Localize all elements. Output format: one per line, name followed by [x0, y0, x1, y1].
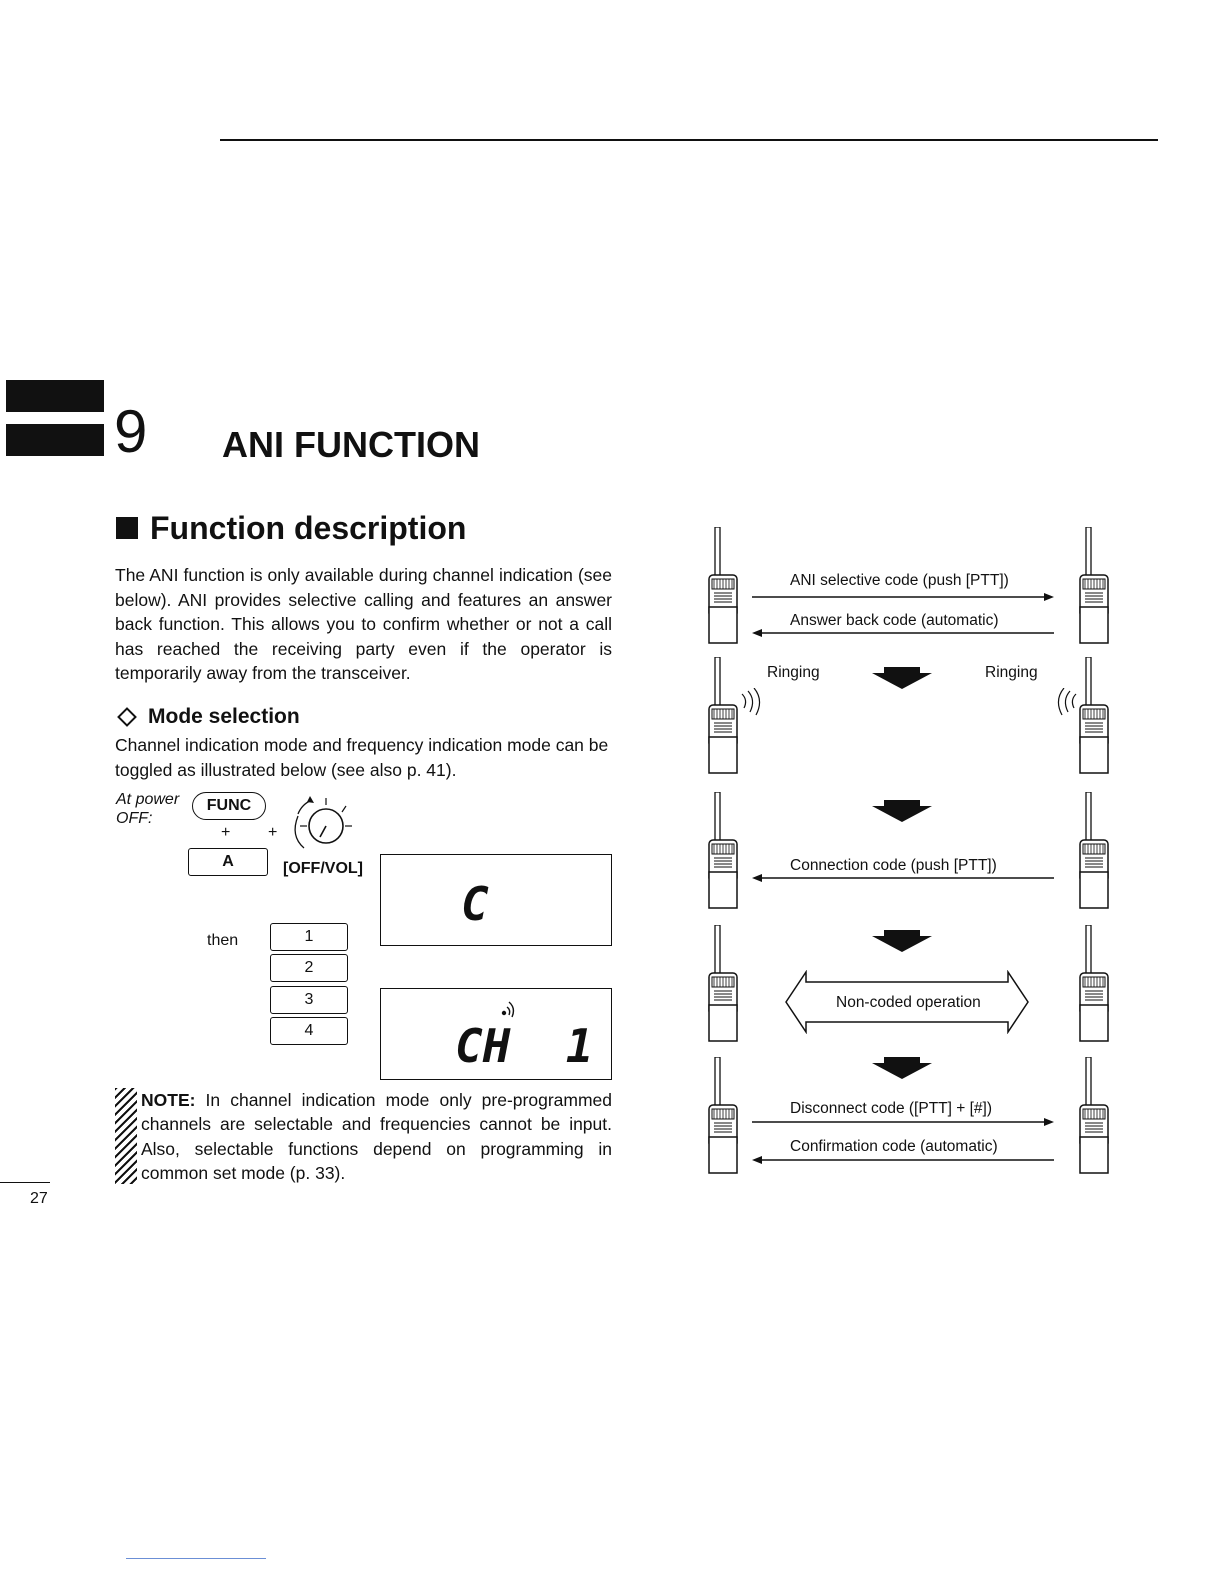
left-arrow-icon	[752, 873, 1054, 883]
signal-icon	[499, 997, 521, 1019]
transceiver-icon	[1077, 792, 1111, 912]
lcd-readout: C	[461, 877, 489, 931]
lcd-display-top	[380, 854, 612, 946]
transceiver-icon	[1077, 925, 1111, 1045]
confirmation-code-label: Confirmation code (automatic)	[790, 1138, 998, 1155]
ani-selective-code-label: ANI selective code (push [PTT])	[790, 572, 1009, 589]
chapter-tab-top	[6, 380, 104, 412]
diamond-icon	[117, 707, 137, 727]
transceiver-icon	[706, 527, 740, 647]
note-label: NOTE:	[141, 1090, 196, 1110]
note-hatch-marker	[115, 1088, 137, 1184]
chapter-rule	[220, 139, 1158, 141]
transceiver-icon	[706, 925, 740, 1045]
connection-code-label: Connection code (push [PTT])	[790, 857, 997, 874]
transceiver-icon	[1077, 527, 1111, 647]
transceiver-icon	[1077, 1057, 1111, 1177]
chapter-tab-bottom	[6, 424, 104, 456]
answer-back-code-label: Answer back code (automatic)	[790, 612, 999, 629]
func-key: FUNC	[192, 792, 266, 820]
ringing-label: Ringing	[767, 664, 820, 681]
step-arrow-icon	[872, 667, 932, 691]
step-arrow-icon	[872, 800, 932, 824]
transceiver-icon	[706, 1057, 740, 1177]
a-key: A	[188, 848, 268, 876]
transceiver-icon	[706, 657, 740, 777]
plus-sign: +	[268, 824, 278, 841]
key-1: 1	[270, 923, 348, 951]
mode-selection-heading	[116, 705, 300, 729]
ringing-waves-icon	[1050, 688, 1080, 716]
page-number: 27	[30, 1190, 48, 1207]
key-2: 2	[270, 954, 348, 982]
ringing-label: Ringing	[985, 664, 1038, 681]
ringing-waves-icon	[738, 688, 768, 716]
transceiver-icon	[706, 792, 740, 912]
section-title	[116, 508, 466, 548]
note-paragraph	[141, 1088, 612, 1186]
at-power-off-label: At power OFF:	[116, 791, 180, 827]
step-arrow-icon	[872, 930, 932, 954]
volume-knob-icon	[282, 790, 362, 860]
note-body: In channel indication mode only pre-programmed channels are selectable and frequencies cannot be input. Also, selectable functions depend on programming in common set mode (p. 33).	[141, 1090, 612, 1184]
key-3: 3	[270, 986, 348, 1014]
page-number-rule	[0, 1182, 50, 1183]
intro-paragraph: The ANI function is only available during channel indication (see below). ANI provides selective calling and features an answer back function. This allows you to confirm whether or not a call has reached the receiving party even if the operator is temporarily away from the transceiver.	[115, 565, 612, 684]
chapter-title: ANI FUNCTION	[222, 424, 480, 465]
mode-selection-paragraph: Channel indication mode and frequency indication mode can be toggled as illustrated below (see also p. 41).	[115, 735, 609, 780]
lcd-display-bottom	[380, 988, 612, 1080]
right-arrow-icon	[752, 592, 1054, 602]
plus-sign: +	[221, 824, 231, 841]
transceiver-icon	[1077, 657, 1111, 777]
footer-link-line	[126, 1558, 266, 1559]
mode-selection-title: Mode selection	[148, 705, 300, 728]
then-label: then	[207, 932, 239, 949]
chapter-number: 9	[114, 398, 148, 465]
step-arrow-icon	[872, 1057, 932, 1081]
left-arrow-icon	[752, 628, 1054, 638]
disconnect-code-label: Disconnect code ([PTT] + [#])	[790, 1100, 993, 1117]
non-coded-operation-label: Non-coded operation	[836, 994, 981, 1011]
lcd-readout: CH 1	[455, 1019, 594, 1073]
square-bullet-icon	[116, 517, 138, 539]
left-arrow-icon	[752, 1155, 1054, 1165]
section-title-text: Function description	[150, 510, 467, 546]
right-arrow-icon	[752, 1117, 1054, 1127]
key-4: 4	[270, 1017, 348, 1045]
knob-label: [OFF/VOL]	[283, 860, 363, 877]
